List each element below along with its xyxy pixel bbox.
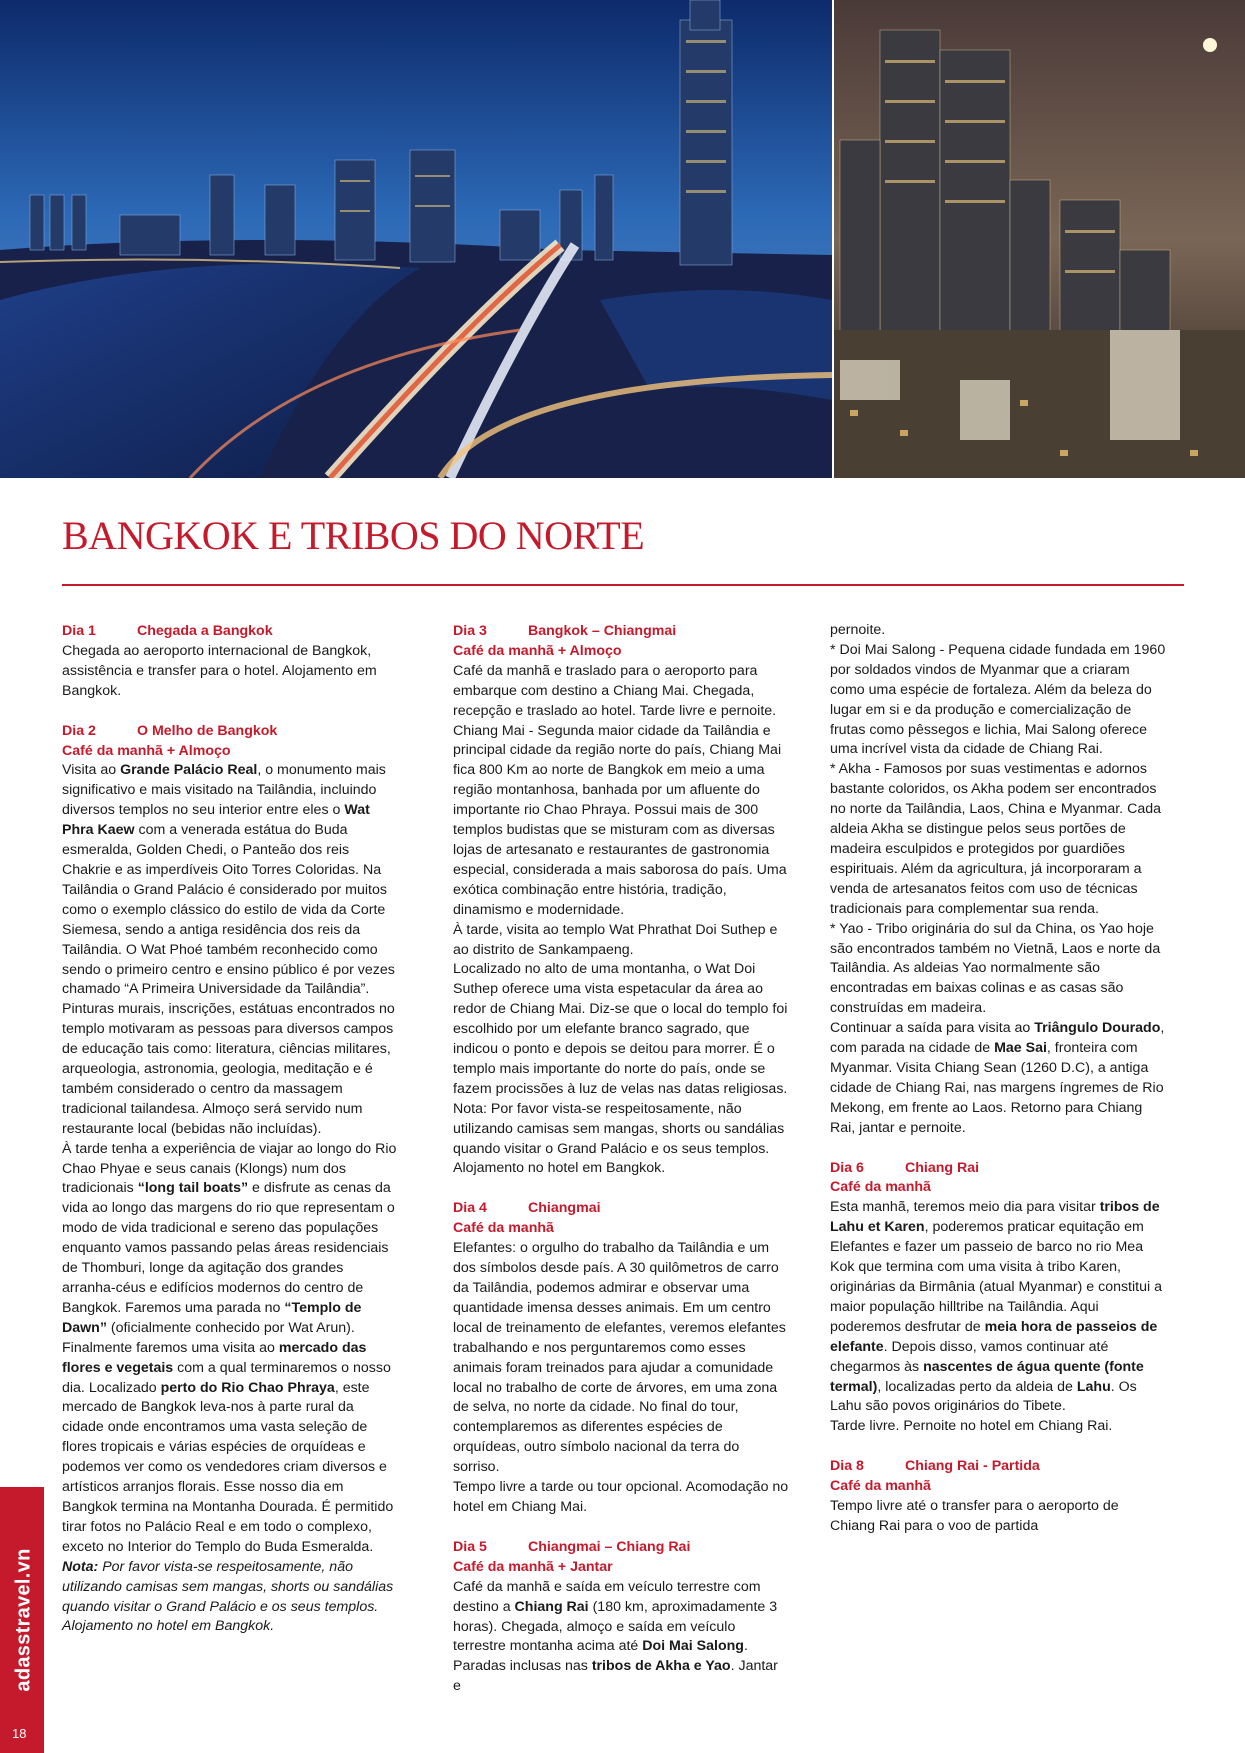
day-name: Chiang Rai <box>905 1159 980 1176</box>
day-8-text: Tempo livre até o transfer para o aeroporto de Chiang Rai para o voo de partida <box>830 1498 1119 1534</box>
day-number: Dia 5 <box>453 1538 487 1555</box>
day-number: Dia 1 <box>62 623 96 639</box>
day-3-note: Nota: Por favor vista-se respeitosamente, não utilizando camisas sem mangas, shorts ou sandálias quando visitar o Grand Palácio e os seus templos. <box>453 1100 785 1157</box>
highlight: “long tail boats” <box>137 1180 249 1197</box>
highlight: Grande Palácio Real <box>120 762 258 779</box>
day-3-meals: Café da manhã + Almoço <box>453 642 622 659</box>
highlight: Triângulo Dourado <box>1034 1020 1161 1037</box>
day-5-section <box>453 1538 789 1697</box>
day-5-overnight: pernoite. <box>830 622 886 638</box>
day-2-heading <box>62 722 398 742</box>
highlight: tribos de Lahu et Karen <box>830 1199 1160 1236</box>
day-5-heading <box>453 1538 789 1558</box>
bangkok-night-towers-photo <box>832 0 1245 478</box>
day-4-heading <box>453 1199 789 1219</box>
akha-note: * Akha - Famosos por suas vestimentas e adornos bastante coloridos, os Akha podem ser encontrados no norte da Tailândia, Laos, China e Myanmar. Cada aldeia Akha se distingue pelos seus portões de madeira esculpidos e protegidos por guardiões espirituais. Além da agricultura, já incorporaram a venda de artesanatos feitos com uso de técnicas tradicionais para complementar sua renda. <box>830 761 1161 917</box>
day-4-text: Elefantes: o orgulho do trabalho da Tailândia e um dos símbolos desde país. A 30 quilômetros de carro da Tailândia, podemos admirar e observar uma quantidade imensa desses animais. Em um centro local de treinamento de elefantes, veremos elefantes trabalhando e nos perguntaremos como esses animais foram treinados para ajudar a comunidade local no trabalho de corte de árvores, em uma zona de selva, no norte da cidade. No final do tour, contemplaremos as diferentes espécies de orquídeas, outro símbolo nacional da terra do sorriso. <box>453 1240 786 1476</box>
day-name: Chiangmai – Chiang Rai <box>528 1538 691 1555</box>
brand-name: adasstravel.vn <box>12 1548 35 1692</box>
highlight: perto do Rio Chao Phraya <box>160 1379 335 1396</box>
day-number: Dia 2 <box>62 722 96 739</box>
day-3-accommodation: Alojamento no hotel em Bangkok. <box>453 1160 666 1177</box>
day-8-heading <box>830 1457 1166 1477</box>
highlight: meia hora de passeios de elefante <box>830 1318 1158 1355</box>
day-1-text: Chegada ao aeroporto internacional de Bangkok, assistência e transfer para o hotel. Alojamento em Bangkok. <box>62 642 377 699</box>
day-name: Chiang Rai - Partida <box>905 1458 1040 1475</box>
day-6-section <box>830 1159 1166 1438</box>
highlight: Chiang Rai <box>514 1598 589 1615</box>
day-3-text: Café da manhã e traslado para o aeroporto para embarque com destino a Chiang Mai. Chegada, recepção e traslado ao hotel. Tarde livre e pernoite. Chiang Mai - Segunda maior cidade da Tailândia e principal cidade da região norte do país, Chiang Mai fica 800 Km ao norte de Bangkok em meio a uma região montanhosa, banhada por um afluente do importante rio Chao Phraya. Possui mais de 300 templos budistas que se misturam com as diversas lojas de artesanato e restaurantes de gastronomia especial, considerada a mais saborosa do país. Uma exótica combinação entre história, tradição, dinamismo e modernidade. <box>453 662 787 918</box>
highlight: Wat Phra Kaew <box>62 802 370 839</box>
day-8-meals: Café da manhã <box>830 1478 931 1495</box>
highlight: “Templo de Dawn” <box>62 1299 362 1336</box>
golden-triangle-text: Continuar a saída para visita ao Triângulo Dourado, com parada na cidade de Mae Sai, fronteira com Myanmar. Visita Chiang Sean (1260 D.C), a antiga cidade de Chiang Rai, nas margens íngremes de Rio Mekong, em frente ao Laos. Retorno para Chiang Rai, jantar e pernoite. <box>830 1020 1165 1136</box>
yao-note: * Yao - Tribo originária do sul da China, os Yao hoje são encontrados também no Vietnã, Laos e norte da Tailândia. As aldeias Yao normalmente são encontradas em baixas colinas e as casas são construídas em madeira. <box>830 920 1161 1017</box>
highlight: nascentes de água quente (fonte termal) <box>830 1358 1144 1395</box>
hero-photos <box>0 0 1245 478</box>
day-1-section <box>62 622 398 702</box>
day-4-section <box>453 1199 789 1518</box>
day-number: Dia 4 <box>453 1200 487 1217</box>
page-title: BANGKOK E TRIBOS DO NORTE <box>62 513 645 558</box>
day-4-meals: Café da manhã <box>453 1220 554 1237</box>
day-name: O Melho de Bangkok <box>137 722 278 739</box>
day-8-section <box>830 1457 1166 1537</box>
title-rule <box>62 584 1184 586</box>
day-2-note: Nota: Por favor vista-se respeitosamente, não utilizando camisas sem mangas, shorts ou sandálias quando visitar o Grand Palácio e os seus templos. Alojamento no hotel em Bangkok. <box>62 1558 394 1635</box>
day-2-text: Visita ao Grande Palácio Real, o monumento mais significativo e mais visitado na Tailândia, incluindo diversos templos no seu interior entre eles o Wat Phra Kaew com a venerada estátua do Buda esmeralda, Golden Chedi, o Panteão dos reis Chakrie e as imperdíveis Oito Torres Coloridas. Na Tailândia o Grand Palácio é considerado por muitos como o exemplo clássico do estilo de vida da Corte Siemesa, sendo a antiga residência dos reis da Tailândia. O Wat Phoé também reconhecido como sendo o primeiro centro e ensino público é por vezes chamado “A Primeira Universidade da Tailândia”. Pinturas murais, inscrições, estátuas encontrados no templo motivaram as pessoas para diversos campos de educação tais como: literatura, ciências militares, arqueologia, astronomia, geologia, meditação e é também considerado o centro da massagem tradicional tailandesa. Almoço será servido num restaurante local (bebidas não incluídas). <box>62 762 395 1137</box>
day-5-meals: Café da manhã + Jantar <box>453 1558 613 1575</box>
column-2 <box>453 622 789 1717</box>
day-6-text: Esta manhã, teremos meio dia para visitar tribos de Lahu et Karen, poderemos praticar equitação em Elefantes e fazer um passeio de barco no rio Mea Kok que termina com uma visita à tribo Karen, originárias da Birmânia (atual Myanmar) e constitui a maior população hilltribe na Tailândia. Aqui poderemos desfrutar de meia hora de passeios de elefante. Depois disso, vamos continuar até chegarmos às nascentes de água quente (fonte termal), localizadas perto da aldeia de Lahu. Os Lahu são povos originários do Tibete. <box>830 1199 1162 1415</box>
day-5-text: Café da manhã e saída em veículo terrestre com destino a Chiang Rai (180 km, aproximadamente 3 horas). Chegada, almoço e saída em veículo terrestre montanha acima até Doi Mai Salong. Paradas inclusas nas tribos de Akha e Yao. Jantar e <box>453 1578 778 1695</box>
day-3-temple: Localizado no alto de uma montanha, o Wat Doi Suthep oferece uma vista espetacular da área ao redor de Chiang Mai. Diz-se que o local do templo foi escolhido por um elefante branco sagrado, que indicou o ponto e depois se deitou para morrer. É o templo mais importante do norte do país, onde se fazem procissões à luz de velas nas datas religiosas. <box>453 961 788 1097</box>
day-number: Dia 3 <box>453 623 487 639</box>
highlight: Lahu <box>1076 1378 1111 1395</box>
hero-photo-svg <box>0 0 1245 478</box>
day-3-afternoon: À tarde, visita ao templo Wat Phrathat Doi Suthep e ao distrito de Sankampaeng. <box>453 921 778 958</box>
day-name: Bangkok – Chiangmai <box>528 623 677 639</box>
highlight: Doi Mai Salong <box>642 1638 744 1655</box>
page-number: 18 <box>12 1726 27 1741</box>
day-5-continued <box>830 621 1166 1139</box>
day-name: Chegada a Bangkok <box>137 623 273 639</box>
highlight: Mae Sai <box>994 1040 1047 1057</box>
day-number: Dia 8 <box>830 1458 864 1475</box>
highlight: tribos de Akha e Yao <box>591 1658 731 1675</box>
day-3-section <box>453 622 789 1179</box>
day-2-meals: Café da manhã + Almoço <box>62 742 231 759</box>
highlight: mercado das flores e vegetais <box>62 1339 367 1376</box>
column-1 <box>62 622 398 1657</box>
day-3-heading <box>453 622 789 642</box>
column-3 <box>830 621 1166 1557</box>
day-6-heading <box>830 1159 1166 1179</box>
bangkok-river-photo <box>0 0 832 478</box>
note-label: Nota: <box>62 1558 99 1575</box>
day-number: Dia 6 <box>830 1159 864 1176</box>
day-2-text-afternoon: À tarde tenha a experiência de viajar ao longo do Rio Chao Phyae e seus canais (Klongs) num dos tradicionais “long tail boats” e disfrute as cenas da vida ao longo das margens do rio que representam o modo de vida tradicional e sereno das populações enquanto vamos passando pelas áreas residenciais de Thomburi, longe da agitação dos grandes arranha-céus e edifícios modernos do centro de Bangkok. Faremos uma parada no “Templo de Dawn” (oficialmente conhecido por Wat Arun). Finalmente faremos uma visita ao mercado das flores e vegetais com a qual terminaremos o nosso dia. Localizado perto do Rio Chao Phraya, este mercado de Bangkok leva-nos à parte rural da cidade onde encontramos uma vasta seleção de flores tropicais e várias espécies de orquídeas e podemos ver como os vendedores criam diversos e artísticos arranjos florais. Esse nosso dia em Bangkok termina na Montanha Dourada. É permitido tirar fotos no Palácio Real e em todo o complexo, exceto no Interior do Templo do Buda Esmeralda. <box>62 1140 397 1555</box>
day-2-section <box>62 722 398 1638</box>
day-1-heading <box>62 622 398 642</box>
day-4-afternoon: Tempo livre a tarde ou tour opcional. Acomodação no hotel em Chiang Mai. <box>453 1479 789 1515</box>
day-6-meals: Café da manhã <box>830 1179 931 1196</box>
doi-mai-salong-note: * Doi Mai Salong - Pequena cidade fundada em 1960 por soldados vindos de Myanmar que a criaram como uma espécie de fortaleza. Além da beleza do lugar em si e da produção e comercialização de frutas como pêssegos e lichia, Mai Salong oferece uma incrível vista da cidade de Chiang Rai. <box>830 641 1166 758</box>
day-name: Chiangmai <box>528 1200 601 1217</box>
day-6-evening: Tarde livre. Pernoite no hotel em Chiang Rai. <box>830 1418 1113 1435</box>
